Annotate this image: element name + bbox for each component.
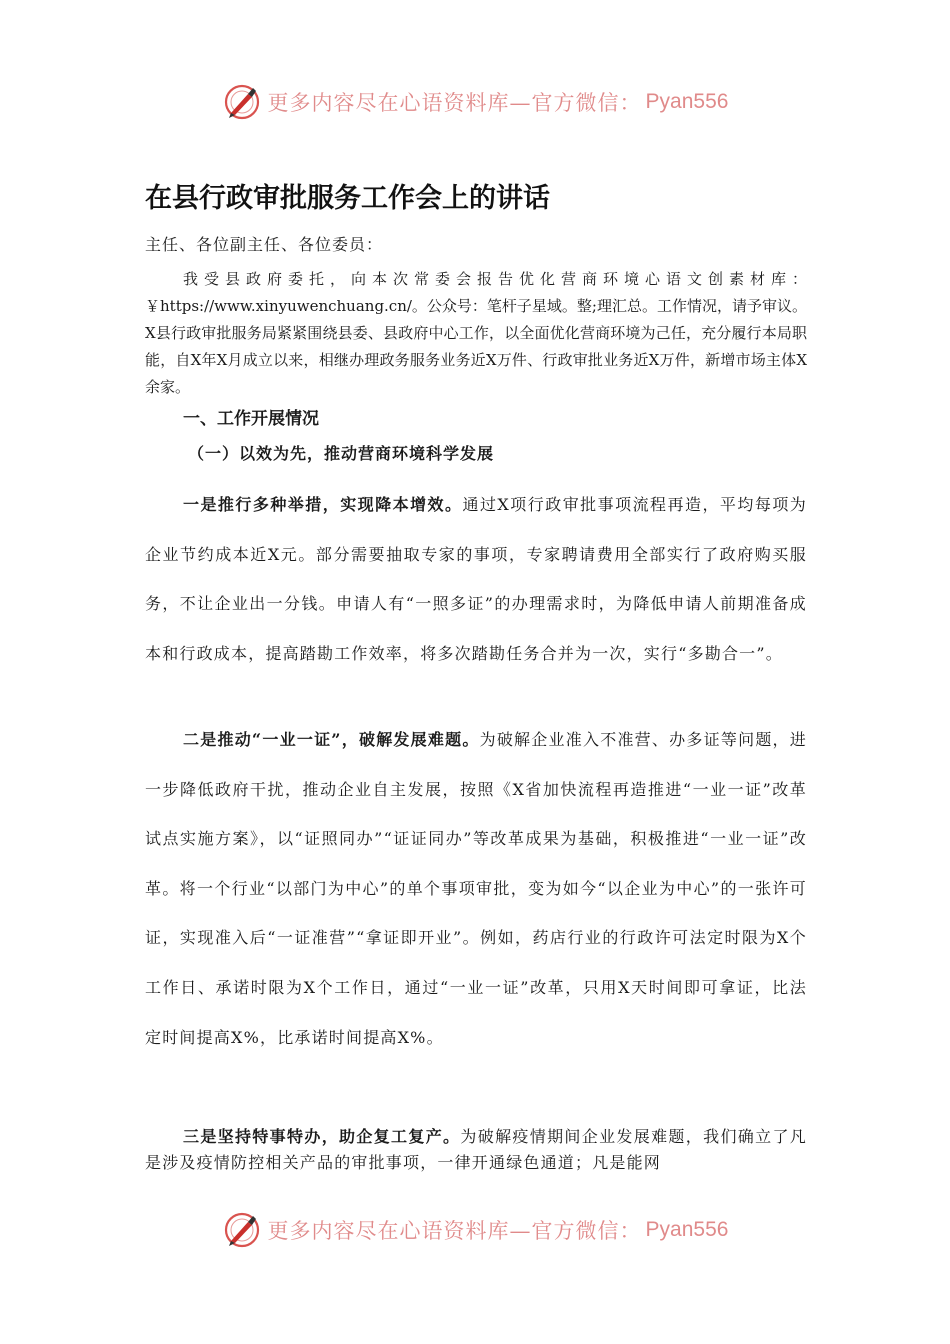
paragraph-3-lead: 三是坚持特事特办，助企复工复产。 (183, 1127, 461, 1146)
paragraph-3-body: 为破解疫情期间企业发展难题，我们确立了凡是涉及疫情防控相关产品的审批事项，一律开通绿色通道；凡是能网 (145, 1127, 807, 1172)
subsection-heading-1: （一）以效为先，推动营商环境科学发展 (188, 444, 495, 463)
watermark-banner-top (0, 80, 950, 124)
section-heading-1: 一、工作开展情况 (183, 409, 319, 429)
paragraph-3 (145, 1124, 807, 1176)
salutation: 主任、各位副主任、各位委员： (145, 235, 384, 254)
watermark-text: 更多内容尽在心语资料库—官方微信： (267, 91, 642, 115)
watermark-wechat-id: Pyan556 (645, 1218, 729, 1241)
watermark-wechat-id: Pyan556 (645, 90, 729, 113)
intro-paragraph: 我受县政府委托，向本次常委会报告优化营商环境心语文创素材库：￥https://www.xinyuwenchuang.cn/。公众号：笔杆子星域。整;理汇总。工作情况，请予审议。X县行政审批服务局紧紧围绕县委、县政府中心工作，以全面优化营商环境为己任，充分履行本局职能，自X年X月成立以来，相继办理政务服务业务近X万件、行政审批业务近X万件，新增市场主体X余家。 (145, 270, 807, 396)
document-title: 在县行政审批服务工作会上的讲话 (145, 183, 550, 214)
watermark-banner-bottom (0, 1208, 950, 1252)
paragraph-2-body: 为破解企业准入不准营、办多证等问题，进一步降低政府干扰，推动企业自主发展，按照《X省加快流程再造推进“一业一证”改革试点实施方案》，以“证照同办”“证证同办”等改革成果为基础，积极推进“一业一证”改革。将一个行业“以部门为中心”的单个事项审批，变为如今“以企业为中心”的一张许可证，实现准入后“一证准营”“拿证即开业”。例如，药店行业的行政许可法定时限为X个工作日、承诺时限为X个工作日，通过“一业一证”改革，只用X天时间即可拿证，比法定时间提高X%，比承诺时间提高X%。 (145, 730, 807, 1047)
paragraph-2-lead: 二是推动“一业一证”，破解发展难题。 (183, 730, 480, 749)
paragraph-2 (145, 715, 807, 1062)
paragraph-1-lead: 一是推行多种举措，实现降本增效。 (183, 495, 463, 514)
paragraph-1-body: 通过X项行政审批事项流程再造，平均每项为企业节约成本近X元。部分需要抽取专家的事项，专家聘请费用全部实行了政府购买服务，不让企业出一分钱。申请人有“一照多证”的办理需求时，为降低申请人前期准备成本和行政成本，提高踏勘工作效率，将多次踏勘任务合并为一次，实行“多勘合一”。 (145, 495, 807, 663)
watermark-text: 更多内容尽在心语资料库—官方微信： (267, 1219, 642, 1243)
pen-circle-icon (222, 1210, 262, 1250)
pen-circle-icon (222, 82, 262, 122)
paragraph-1 (145, 480, 807, 678)
